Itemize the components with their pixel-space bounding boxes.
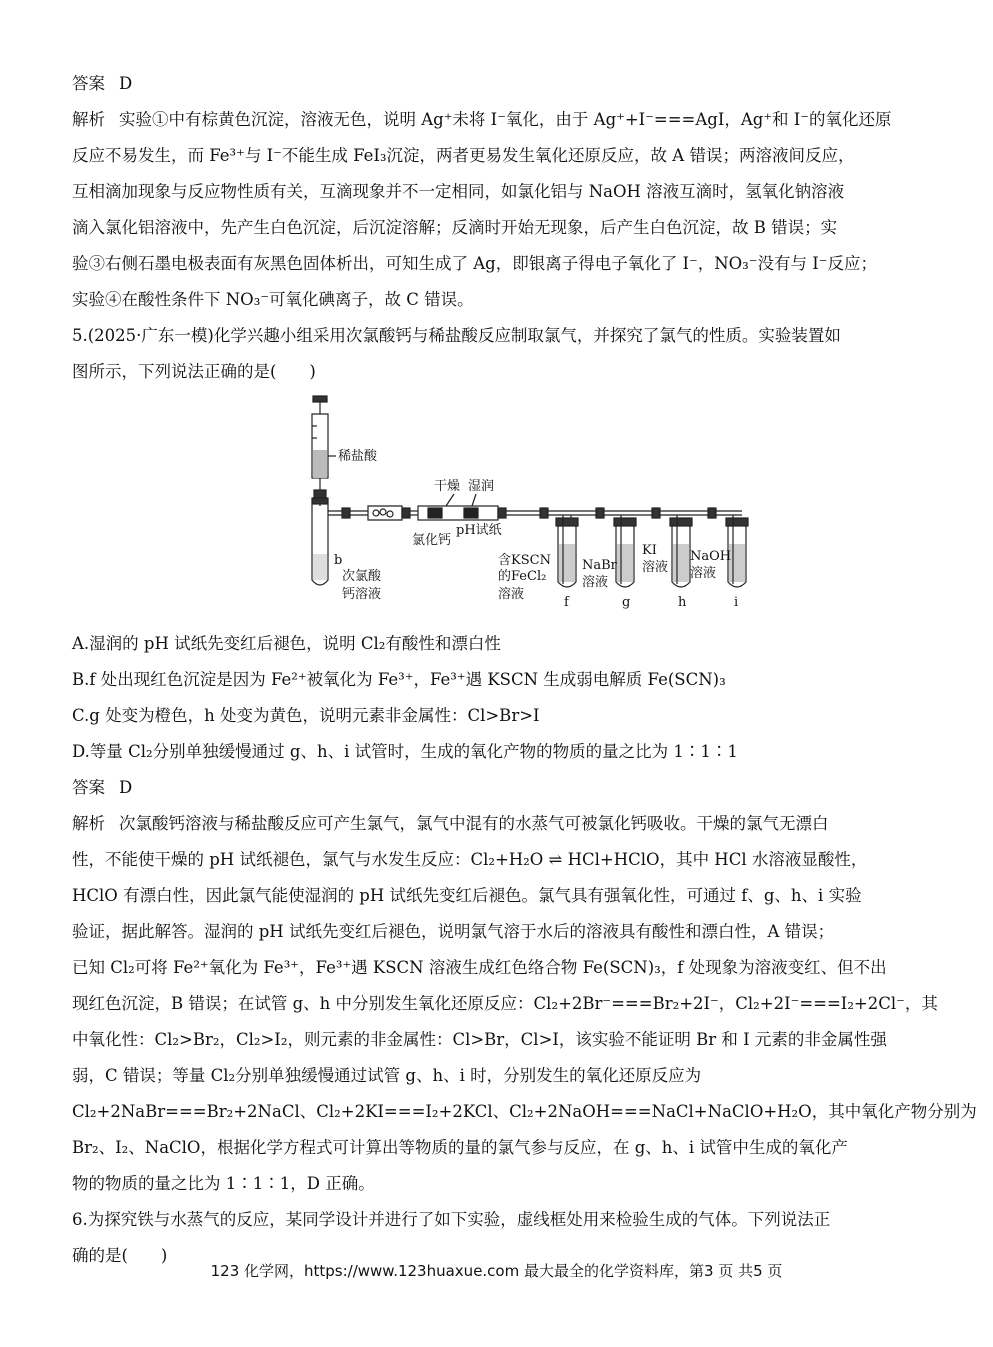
analysis-5-line: 弱，C 错误；等量 Cl₂分别单独缓慢通过试管 g、h、i 时，分别发生的氧化还原反应为 (72, 1066, 702, 1085)
label-f-2: 的FeCl₂ (498, 569, 547, 584)
document-page (72, 66, 977, 1274)
analysis-4-line: 反应不易发生，而 Fe³⁺与 I⁻不能生成 FeI₃沉淀，两者更易发生氧化还原反应，故 A 错误；两溶液间反应， (72, 146, 855, 165)
label-f-3: 溶液 (498, 587, 525, 602)
question-5-stem: 图所示，下列说法正确的是( ) (72, 362, 316, 381)
label-tube-i: i (734, 595, 739, 610)
analysis-5-line: 解析 次氯酸钙溶液与稀盐酸反应可产生氯气，氯气中混有的水蒸气可被氯化钙吸收。干燥的氯气无漂白 (72, 814, 829, 833)
label-h-2: 溶液 (642, 560, 669, 575)
analysis-5-line: 现红色沉淀，B 错误；在试管 g、h 中分别发生氧化还原反应：Cl₂+2Br⁻===Br₂+2I⁻，Cl₂+2I⁻===I₂+2Cl⁻，其 (72, 994, 938, 1013)
analysis-5-line: 物的物质的量之比为 1∶1∶1，D 正确。 (72, 1174, 375, 1193)
option-a: A.湿润的 pH 试纸先变红后褪色，说明 Cl₂有酸性和漂白性 (72, 634, 501, 653)
option-c: C.g 处变为橙色，h 处变为黄色，说明元素非金属性：Cl>Br>I (72, 706, 540, 725)
label-g-2: 溶液 (582, 575, 609, 590)
page-footer: 123 化学网，https://www.123huaxue.com 最大最全的化学资料库，第3 页 共5 页 (210, 1262, 783, 1280)
label-b: b (334, 553, 343, 568)
answer-label: 答案 (72, 74, 105, 93)
analysis-5-line: Cl₂+2NaBr===Br₂+2NaCl、Cl₂+2KI===I₂+2KCl、Cl₂+2NaOH===NaCl+NaClO+H₂O，其中氧化产物分别为 (72, 1102, 977, 1121)
analysis-4-line: 解析 实验①中有棕黄色沉淀，溶液无色，说明 Ag⁺未将 I⁻氧化，由于 Ag⁺+I⁻===AgI，Ag⁺和 I⁻的氧化还原 (72, 110, 892, 129)
label-h-1: KI (642, 543, 657, 558)
label-g-1: NaBr (582, 558, 617, 573)
analysis-5-line: 性，不能使干燥的 pH 试纸褪色，氯气与水发生反应：Cl₂+H₂O ⇌ HCl+HClO，其中 HCl 水溶液显酸性， (72, 850, 868, 869)
label-tube-g: g (622, 595, 631, 610)
label-i-2: 溶液 (690, 566, 717, 581)
label-ph-paper: pH试纸 (456, 523, 502, 538)
analysis-4-line: 验③右侧石墨电极表面有灰黑色固体析出，可知生成了 Ag，即银离子得电子氧化了 I⁻，NO₃⁻没有与 I⁻反应； (72, 254, 877, 273)
label-dilute-hcl: 稀盐酸 (338, 449, 378, 464)
analysis-5-line: HClO 有漂白性，因此氯气能使湿润的 pH 试纸先变红后褪色。氯气具有强氧化性，可通过 f、g、h、i 实验 (72, 886, 862, 905)
question-5-stem: 5.(2025·广东一模)化学兴趣小组采用次氯酸钙与稀盐酸反应制取氯气，并探究了氯气的性质。实验装置如 (72, 326, 841, 345)
label-wet: 湿润 (468, 479, 495, 494)
option-d: D.等量 Cl₂分别单独缓慢通过 g、h、i 试管时，生成的氧化产物的物质的量之比为 1∶1∶1 (72, 742, 738, 761)
answer-value: D (119, 74, 133, 93)
question-6-stem: 确的是( ) (72, 1246, 168, 1265)
answer-label: 答案 (72, 778, 105, 797)
analysis-label: 解析 (72, 110, 105, 129)
apparatus-figure (72, 394, 924, 626)
answer-4 (72, 66, 924, 102)
analysis-label: 解析 (72, 814, 105, 833)
label-f-1: 含KSCN (498, 553, 551, 568)
analysis-5-line: 已知 Cl₂可将 Fe²⁺氧化为 Fe³⁺，Fe³⁺遇 KSCN 溶液生成红色络合物 Fe(SCN)₃，f 处现象为溶液变红、但不出 (72, 958, 887, 977)
option-b: B.f 处出现红色沉淀是因为 Fe²⁺被氧化为 Fe³⁺，Fe³⁺遇 KSCN 生成弱电解质 Fe(SCN)₃ (72, 670, 726, 689)
analysis-4-line: 滴入氯化铝溶液中，先产生白色沉淀，后沉淀溶解；反滴时开始无现象，后产生白色沉淀，故 B 错误；实 (72, 218, 838, 237)
label-tube-h: h (678, 595, 687, 610)
analysis-4-line: 互相滴加现象与反应物性质有关，互滴现象并不一定相同，如氯化铝与 NaOH 溶液互滴时，氢氧化钠溶液 (72, 182, 845, 201)
chlorine-apparatus-diagram (308, 394, 768, 626)
analysis-5-line: Br₂、I₂、NaClO，根据化学方程式可计算出等物质的量的氯气参与反应，在 g、h、i 试管中生成的氧化产 (72, 1138, 848, 1157)
answer-5 (72, 770, 924, 806)
answer-value: D (119, 778, 133, 797)
label-dry: 干燥 (434, 479, 461, 494)
analysis-5-line: 中氧化性：Cl₂>Br₂，Cl₂>I₂，则元素的非金属性：Cl>Br，Cl>I，该实验不能证明 Br 和 I 元素的非金属性强 (72, 1030, 887, 1049)
question-6-stem: 6.为探究铁与水蒸气的反应，某同学设计并进行了如下实验，虚线框处用来检验生成的气体。下列说法正 (72, 1210, 831, 1229)
label-flask-1: 次氯酸 (342, 569, 382, 584)
label-tube-f: f (564, 595, 569, 610)
label-i-1: NaOH (690, 549, 732, 564)
analysis-4-line: 实验④在酸性条件下 NO₃⁻可氧化碘离子，故 C 错误。 (72, 290, 474, 309)
analysis-5-line: 验证，据此解答。湿润的 pH 试纸先变红后褪色，说明氯气溶于水后的溶液具有酸性和漂白性，A 错误； (72, 922, 835, 941)
label-flask-2: 钙溶液 (342, 587, 382, 602)
label-cacl2: 氯化钙 (412, 533, 452, 548)
